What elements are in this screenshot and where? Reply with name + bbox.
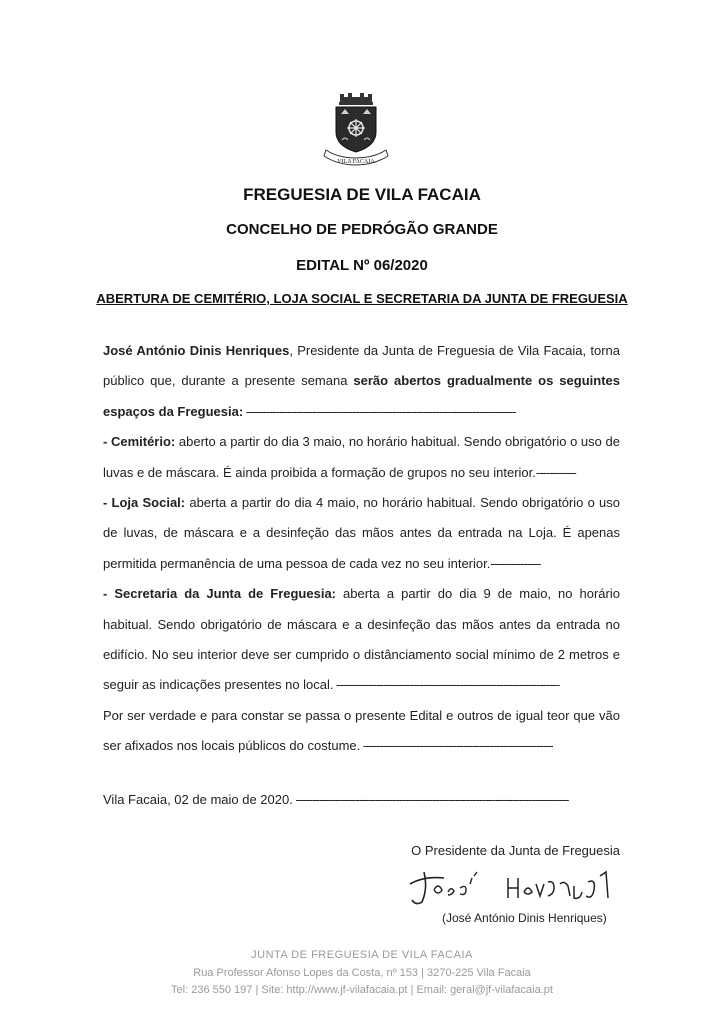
date-line: [103, 790, 620, 810]
handwritten-signature: [404, 862, 634, 908]
edict-body: [103, 336, 620, 762]
signatory-name: (José António Dinis Henriques): [442, 911, 607, 925]
institution-title: FREGUESIA DE VILA FACAIA: [243, 185, 481, 204]
president-name: José António Dinis Henriques: [103, 343, 290, 358]
item-text: aberta a partir do dia 4 maio, no horário habitual. Sendo obrigatório o uso de luvas, de máscara e a desinfeção das mãos antes da entrada na Loja. É apenas permitida permanência de uma pessoa de cada vez no seu interior.: [103, 495, 620, 571]
item-dashes: -------------------------------------------------------------------: [333, 677, 560, 693]
signature-title: O Presidente da Junta de Freguesia: [411, 843, 620, 858]
item-dashes: ------------: [535, 464, 576, 480]
date-dashes: ----------------------------------------------------------------------------------: [292, 792, 569, 807]
footer-address: Rua Professor Afonso Lopes da Costa, nº 153 | 3270-225 Vila Facaia: [193, 967, 531, 979]
coat-of-arms-icon: [318, 88, 394, 166]
intro-paragraph: [103, 336, 620, 427]
closing-text: Por ser verdade e para constar se passa o presente Edital e outros de igual teor que vão ser afixados nos locais públicos do costume.: [103, 707, 620, 754]
item-text: aberto a partir do dia 3 maio, no horário habitual. Sendo obrigatório o uso de luvas e de máscara. É ainda proibida a formação de grupos no seu interior.: [103, 434, 620, 480]
item-social-store: [103, 488, 620, 579]
edict-subject: ABERTURA DE CEMITÉRIO, LOJA SOCIAL E SECRETARIA DA JUNTA DE FREGUESIA: [96, 291, 628, 306]
intro-bold-text: serão abertos gradualmente os seguintes espaços da Freguesia:: [103, 373, 620, 419]
item-cemetery: [103, 427, 620, 488]
municipality-title: CONCELHO DE PEDRÓGÃO GRANDE: [226, 221, 498, 238]
intro-dashes: ---------------------------------------------------------------------------------: [243, 403, 516, 419]
footer-institution: JUNTA DE FREGUESIA DE VILA FACAIA: [251, 949, 473, 961]
crest-scroll-text: VILA FACAIA: [337, 159, 375, 165]
item-secretariat: [103, 579, 620, 701]
edict-number: EDITAL Nº 06/2020: [296, 257, 428, 274]
closing-dashes: ---------------------------------------------------------: [360, 738, 553, 754]
item-dashes: ---------------: [490, 555, 541, 571]
item-text: aberta a partir do dia 9 de maio, no horário habitual. Sendo obrigatório de máscara e a desinfeção das mãos antes da entrada no edifício. No seu interior deve ser cumprido o distânciamento social mínimo de 2 metros e seguir as indicações presentes no local.: [103, 586, 620, 693]
intro-text: , Presidente da Junta de Freguesia de Vila Facaia, torna público que, durante a presente semana: [103, 343, 621, 389]
item-label: - Secretaria da Junta de Freguesia:: [103, 586, 336, 602]
item-label: - Cemitério:: [103, 434, 176, 450]
closing-paragraph: [103, 701, 620, 762]
date-text: Vila Facaia, 02 de maio de 2020.: [103, 792, 293, 807]
footer-contacts: Tel: 236 550 197 | Site: http://www.jf-vilafacaia.pt | Email: geral@jf-vilafacaia.pt: [171, 984, 553, 996]
item-label: - Loja Social:: [103, 495, 186, 511]
